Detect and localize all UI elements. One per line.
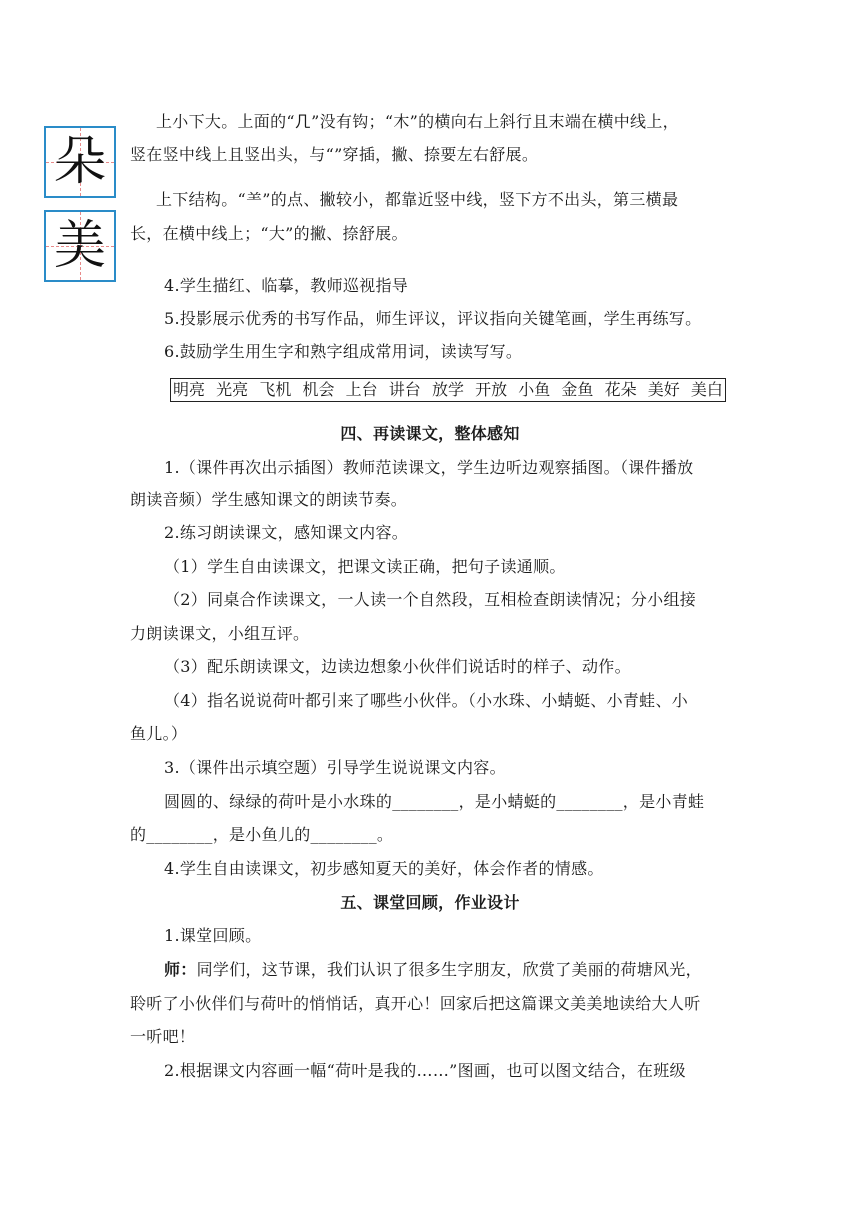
teacher-label: 师： [164,960,197,979]
step-4: 4.学生描红、临摹，教师巡视指导 [164,276,409,295]
char-duo: 朵 [53,132,106,192]
s5-line-2 [164,960,702,980]
s4-line-8: （4）指名说说荷叶都引来了哪些小伙伴。（小水珠、小蜻蜓、小青蛙、小 [164,691,689,710]
s4-line-3: 2.练习朗读课文，感知课文内容。 [164,523,409,542]
word-item: 光亮 [216,380,249,399]
s4-line-4: （1）学生自由读课文，把课文读正确，把句子读通顺。 [164,557,566,576]
s4-line-9: 鱼儿。） [130,724,188,743]
word-list-box [170,378,726,402]
s4-line-1: 1.（课件再次出示插图）教师范读课文，学生边听边观察插图。（课件播放 [164,458,694,477]
teacher-speech: 同学们，这节课，我们认识了很多生字朋友，欣赏了美丽的荷塘风光， [196,960,702,979]
word-item: 花朵 [604,380,637,399]
mei-note-line-2: 长，在横中线上；“大”的撇、捺舒展。 [130,224,408,243]
s4-line-11: 圆圆的、绿绿的荷叶是小水珠的________，是小蜻蜓的________，是小青蛙 [164,792,705,811]
section-5-heading: 五、课堂回顾，作业设计 [340,893,520,912]
s4-line-5: （2）同桌合作读课文，一人读一个自然段，互相检查朗读情况；分小组接 [164,590,697,609]
step-5: 5.投影展示优秀的书写作品，师生评议，评议指向关键笔画，学生再练写。 [164,309,702,328]
s5-line-3: 聆听了小伙伴们与荷叶的悄悄话，真开心！回家后把这篇课文美美地读给大人听 [130,994,701,1013]
word-item: 美白 [690,380,723,399]
char-mei: 美 [53,216,106,276]
duo-note-line-2: 竖在竖中线上且竖出头，与“”穿插，撇、捺要左右舒展。 [130,145,539,164]
char-box-mei [44,210,116,282]
section-4-heading: 四、再读课文，整体感知 [340,424,520,443]
word-item: 开放 [475,380,508,399]
word-item: 明亮 [173,380,206,399]
word-item: 小鱼 [518,380,551,399]
word-item: 金鱼 [561,380,594,399]
word-item: 机会 [302,380,335,399]
s5-line-4: 一听吧！ [130,1027,196,1046]
s4-line-6: 力朗读课文，小组互评。 [130,624,310,643]
s5-line-5: 2.根据课文内容画一幅“荷叶是我的……”图画，也可以图文结合，在班级 [164,1061,686,1080]
step-6: 6.鼓励学生用生字和熟字组成常用词，读读写写。 [164,342,523,361]
word-item: 美好 [647,380,680,399]
word-item: 上台 [345,380,378,399]
s4-line-12: 的________，是小鱼儿的________。 [130,825,394,844]
char-box-duo [44,126,116,198]
word-item: 放学 [431,380,464,399]
s4-line-10: 3.（课件出示填空题）引导学生说说课文内容。 [164,758,506,777]
s4-line-2: 朗读音频）学生感知课文的朗读节奏。 [130,490,408,509]
word-item: 讲台 [388,380,421,399]
mei-note-line-1: 上下结构。“⺷”的点、撇较小，都靠近竖中线，竖下方不出头，第三横最 [156,190,679,209]
word-item: 飞机 [259,380,292,399]
s4-line-13: 4.学生自由读课文，初步感知夏天的美好，体会作者的情感。 [164,859,604,878]
s4-line-7: （3）配乐朗读课文，边读边想象小伙伴们说话时的样子、动作。 [164,657,631,676]
s5-line-1: 1.课堂回顾。 [164,926,262,945]
duo-note-line-1: 上小下大。上面的“𠘧”没有钩；“木”的横向右上斜行且末端在横中线上， [156,112,679,131]
